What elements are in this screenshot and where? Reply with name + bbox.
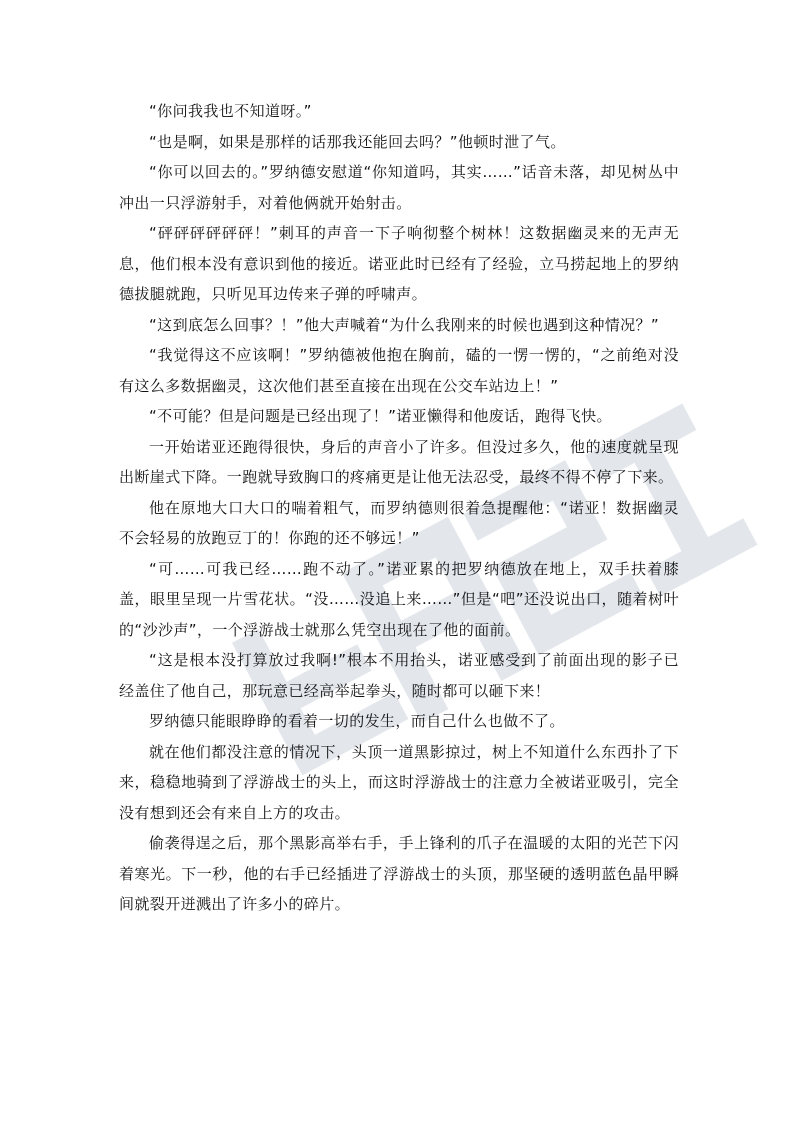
paragraph: 偷袭得逞之后，那个黑影高举右手，手上锋利的爪子在温暖的太阳的光芒下闪着寒光。下一秒，他的右手已经插进了浮游战士的头顶，那坚硬的透明蓝色晶甲瞬间就裂开迸溅出了许多小的碎片。 bbox=[119, 834, 679, 913]
paragraph: “你问我我也不知道呀。” bbox=[149, 102, 312, 120]
paragraph: 一开始诺亚还跑得很快，身后的声音小了许多。但没过多久，他的速度就呈现出断崖式下降。一跑就导致胸口的疼痛更是让他无法忍受，最终不得不停了下来。 bbox=[119, 437, 679, 486]
paragraph: 就在他们都没注意的情况下，头顶一道黑影掠过，树上不知道什么东西扑了下来，稳稳地骑到了浮游战士的头上，而这时浮游战士的注意力全被诺亚吸引，完全没有想到还会有来自上方的攻击。 bbox=[119, 742, 679, 822]
paragraph: “这到底怎么回事？！”他大声喊着“为什么我刚来的时候也遇到这种情况？” bbox=[149, 315, 660, 334]
paragraph: “可……可我已经……跑不动了。”诺亚累的把罗纳德放在地上，双手扶着膝盖，眼里呈现一片雪花状。“没……没追上来……”但是“吧”还没说出口，随着树叶的“沙沙声”，一个浮游战士就那么凭空出现在了他的面前。 bbox=[119, 559, 679, 639]
paragraph: “这是根本没打算放过我啊!”根本不用抬头，诺亚感受到了前面出现的影子已经盖住了他自己，那玩意已经高举起拳头，随时都可以砸下来！ bbox=[119, 651, 679, 700]
paragraph: “我觉得这不应该啊！”罗纳德被他抱在胸前，磕的一愣一愣的，“之前绝对没有这么多数据幽灵，这次他们甚至直接在出现在公交车站边上！” bbox=[119, 346, 679, 395]
paragraph: “也是啊，如果是那样的话那我还能回去吗？”他顿时泄了气。 bbox=[149, 132, 566, 151]
article-body bbox=[119, 96, 679, 920]
paragraph: 罗纳德只能眼睁睁的看着一切的发生，而自己什么也做不了。 bbox=[149, 712, 565, 730]
paragraph: “你可以回去的。”罗纳德安慰道“你知道吗，其实……”话音未落，却见树丛中冲出一只浮游射手，对着他俩就开始射击。 bbox=[119, 163, 679, 212]
paragraph: “砰砰砰砰砰砰！”刺耳的声音一下子响彻整个树林！这数据幽灵来的无声无息，他们根本没有意识到他的接近。诺亚此时已经有了经验，立马捞起地上的罗纳德拔腿就跑，只听见耳边传来子弹的呼啸声。 bbox=[119, 224, 679, 303]
paragraph: 他在原地大口大口的喘着粗气，而罗纳德则很着急提醒他：“诺亚！数据幽灵不会轻易的放跑豆丁的！你跑的还不够远！” bbox=[119, 498, 679, 547]
paragraph: “不可能？但是问题是已经出现了！”诺亚懒得和他废话，跑得飞快。 bbox=[149, 407, 612, 425]
